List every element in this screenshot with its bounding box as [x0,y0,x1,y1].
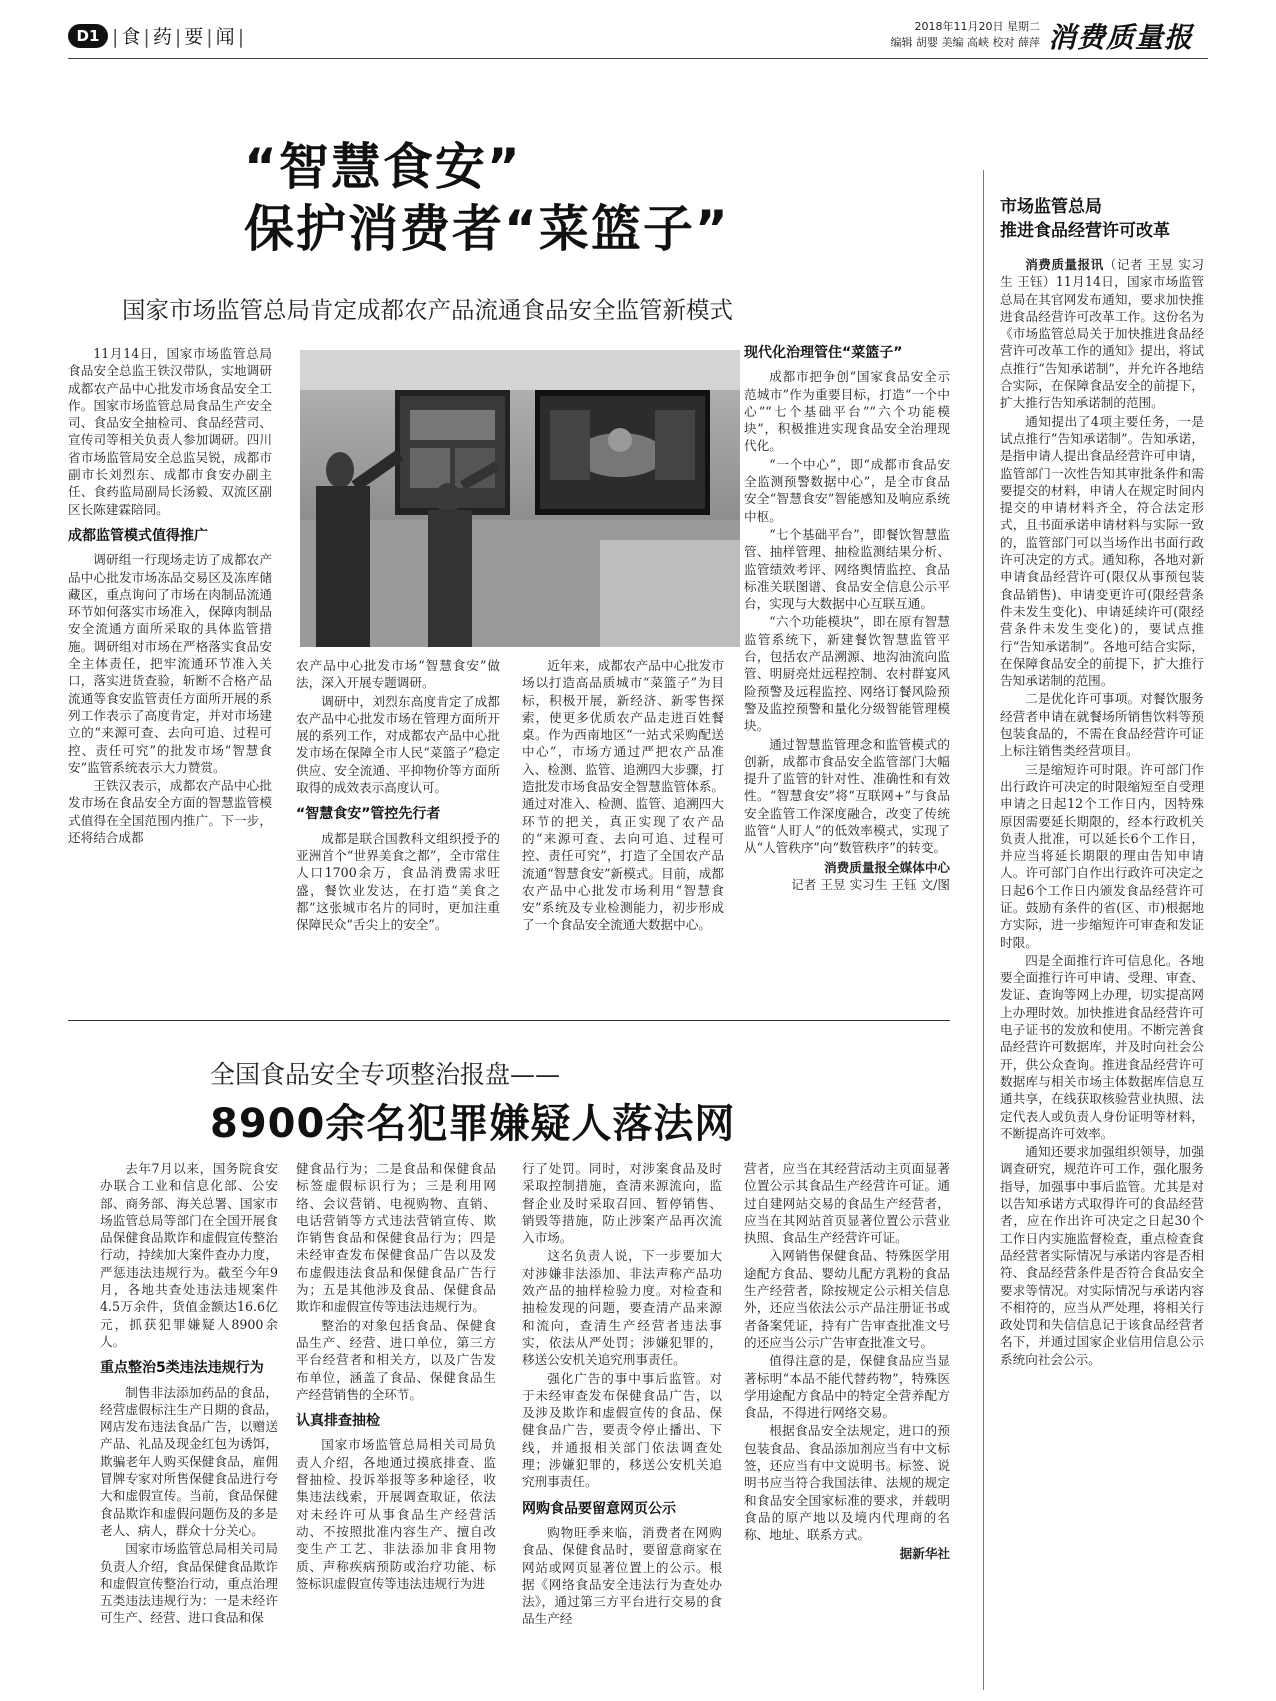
paragraph: 农产品中心批发市场“智慧食安”做法，深入开展专题调研。 [296,658,500,691]
sidebar-article [1000,256,1204,1369]
subheading: 网购食品要留意网页公示 [522,1500,676,1517]
paragraph: 健食品行为；二是食品和保健食品标签虚假标识行为；三是利用网络、会议营销、电视购物、直销、电话营销等方式违法营销宣传、欺诈销售食品和保健食品行为；四是未经审查发布保健食品广告以及发布虚假违法食品和保健食品广告行为；五是其他涉及食品、保健食品欺诈和虚假宣传等违法违规行为。 [296,1161,496,1315]
byline-reporters: 记者 王昱 实习生 王钰 文/图 [791,876,950,892]
subheading: 成都监管模式值得推广 [68,527,208,544]
paragraph: 制售非法添加药品的食品，经营虚假标注生产日期的食品，网店发布违法食品广告，以赠送产品、礼品及现金红包为诱饵，欺骗老年人购买保健食品，雇佣冒牌专家对所售保健食品进行夸大和虚假宣传。当前，食品保健食品欺诈和虚假问题伤及的多是老人、病人，群众十分关心。 [100,1384,278,1538]
editor-credits: 编辑 胡婴 美编 高峡 校对 薛萍 [890,36,1040,49]
issue-date: 2018年11月20日 星期二 [914,20,1040,33]
section-char: 闻 [215,26,238,48]
paragraph: 11月14日，国家市场监管总局食品安全总监王铁汉带队，实地调研成都农产品中心批发市场食品安全工作。国家市场监管总局食品生产安全司、食品安全抽检司、食品经营司、宣传司等相关负责人参加调研。四川省市场监管局安全总监吴锐，成都市副市长刘烈东、成都市食安办副主任、食药监局副局长汤毅、双流区副区长陈建霖陪同。 [68,346,272,517]
subheading: 认真排查抽检 [296,1413,380,1430]
paragraph: 成都市把争创“国家食品安全示范城市”作为重要目标，打造“一个中心”“七个基础平台”“六个功能模块”，积极推进实现食品安全治理现代化。 [744,369,950,454]
paragraph: 根据食品安全法规定，进口的预包装食品、食品添加剂应当有中文标签，还应当有中文说明书。标签、说明书应当符合我国法律、法规的规定和食品安全国家标准的要求，并载明食品的原产地以及境内代理商的名称、地址、联系方式。 [744,1423,950,1543]
main-article-col-2 [296,657,500,934]
byline: （记者 王昱 实习生 王钰） [1000,257,1205,290]
paragraph: 通过智慧监管理念和监管模式的创新，成都市食品安全监管部门大幅提升了监管的针对性、准确性和有效性。“智慧食安”将“互联网+”与食品安全监管工作深度融合，改变了传统监管“人盯人”的低效率模式，实现了从“人管秩序”向“数管秩序”的转变。 [744,736,950,856]
paragraph: 王铁汉表示，成都农产品中心批发市场在食品安全方面的智慧监管模式值得在全国范围内推广。下一步，还将结合成都 [68,778,272,846]
paragraph: “六个功能模块”，即在原有智慧监管系统下，新建餐饮智慧监管平台，包括农产品溯源、地沟油流向监管、明厨亮灶远程控制、农村群宴风险预警及远程监控、网络订餐风险预警及监控预警和量化分级智能管理模块。 [744,614,950,734]
paragraph: 营者，应当在其经营活动主页面显著位置公示其食品生产经营许可证。通过自建网站交易的食品生产经营者，应当在其网站首页显著位置公示营业执照、食品生产经营许可证。 [744,1161,950,1246]
second-kicker: 全国食品安全专项整治报盘—— [210,1060,561,1089]
sidebar-divider [983,170,984,1690]
header-rule [68,58,1208,59]
paragraph: 去年7月以来，国务院食安办联合工业和信息化部、公安部、商务部、海关总署、国家市场监管总局等部门在全国开展食品保健食品欺诈和虚假宣传整治行动，持续加大案件查办力度，严惩违法违规行为。截至今年9月，各地共查处违法违规案件4.5万余件，货值金额达16.6亿元，抓获犯罪嫌疑人8900余人。 [100,1161,278,1349]
byline-org: 消费质量报全媒体中心 [824,859,950,875]
paragraph: 四是全面推行许可信息化。各地要全面推行许可申请、受理、审查、发证、查询等网上办理，切实提高网上办理时效。加快推进食品经营许可电子证书的发放和使用。不断完善食品经营许可数据库，并及时向社会公开，供公众查询。推进食品经营许可数据库与相关市场主体数据库信息互通共享，在线获取核验营业执照、法定代表人或负责人身份证明等材料，不断提高许可效率。 [1000,952,1204,1141]
second-headline: 8900余名犯罪嫌疑人落法网 [210,1101,736,1147]
section-divider [68,1020,950,1021]
main-article-col-1 [68,345,272,847]
paragraph: 这名负责人说，下一步要加大对涉嫌非法添加、非法声称产品功效产品的抽样检验力度。对检查和抽检发现的问题，要查清产品来源和流向，查清生产经营者违法事实，依法从严处罚；涉嫌犯罪的，移送公安机关追究刑事责任。 [522,1248,722,1368]
paragraph: 强化广告的事中事后监管。对于未经审查发布保健食品广告，以及涉及欺诈和虚假宣传的食品、保健食品广告，要责令停止播出、下线，并通报相关部门依法调查处理；涉嫌犯罪的，移送公安机关追究刑事责任。 [522,1370,722,1490]
paragraph: 三是缩短许可时限。许可部门作出行政许可决定的时限缩短至自受理申请之日起12个工作日内，因特殊原因需要延长期限的，经本行政机关负责人批准，可以延长6个工作日，并应当将延长期限的理由告知申请人。许可部门自作出行政许可决定之日起6个工作日内颁发食品经营许可证。鼓励有条件的省(区、市)根据地方实际，进一步缩短许可审查和发证时限。 [1000,761,1204,950]
paragraph: 成都是联合国教科文组织授予的亚洲首个“世界美食之都”，全市常住人口1700余万，食品消费需求旺盛，餐饮业发达，在打造“美食之都”这张城市名片的同时，更加注重保障民众“舌尖上的安全”。 [296,830,500,933]
sidebar-title-line-1: 市场监管总局 [1000,197,1102,217]
main-article-col-3 [522,657,724,935]
paragraph: 入网销售保健食品、特殊医学用途配方食品、婴幼儿配方乳粉的食品生产经营者，除按规定公示相关信息外，还应当依法公示产品注册证书或者备案凭证，持有广告审查批准文号的还应当公示广告审查批准文号。 [744,1248,950,1350]
section-char: 食 [121,26,144,48]
paragraph: 国家市场监管总局相关司局负责人介绍，各地通过摸底排查、监督抽检、投诉举报等多种途径，收集违法线索，开展调查取证，依法对未经许可从事食品生产经营活动、不按照批准内容生产、擅自改变生产工艺、非法添加非食用物质、声称疾病预防或治疗功能、标签标识虚假宣传等违法违规行为进 [296,1437,496,1591]
paragraph: “一个中心”，即“成都市食品安全监测预警数据中心”，是全市食品安全“智慧食安”智能感知及响应系统中枢。 [744,456,950,524]
paragraph: 整治的对象包括食品、保健食品生产、经营、进口单位，第三方平台经营者和相关方，以及广告发布单位，涵盖了食品、保健食品生产经营销售的全环节。 [296,1317,496,1402]
page-number: D1 [76,27,100,45]
section-char: 药 [152,26,175,48]
sidebar-title-line-2: 推进食品经营许可改革 [1000,221,1170,241]
headline-line-2: 保护消费者“菜篮子” [244,200,730,258]
paragraph: 行了处罚。同时，对涉案食品及时采取控制措施，查清来源流向，监督企业及时采取召回、暂停销售、销毁等措施，防止涉案产品再次流入市场。 [522,1161,722,1246]
source-credit: 据新华社 [899,1545,950,1561]
paragraph: 国家市场监管总局相关司局负责人介绍，食品保健食品欺诈和虚假宣传整治行动，重点治理五类违法违规行为：一是未经许可生产、经营、进口食品和保 [100,1541,278,1626]
paragraph: 通知提出了4项主要任务，一是试点推行“告知承诺制”。告知承诺，是指申请人提出食品经营许可申请，监管部门一次性告知其审批条件和需要提交的材料，申请人在规定时间内提交的申请材料齐全，符合法定形式，且书面承诺申请材料与实际一致的，监管部门可以当场作出书面行政许可决定的方式。通知称，各地对新申请食品经营许可(限仅从事预包装食品销售)、申请变更许可(限经营条件未发生变化)、申请延续许可(限经营条件未发生变化)的，要试点推行“告知承诺制”。各地可结合实际，在保障食品安全的前提下，扩大推行告知承诺制的范围。 [1000,413,1204,689]
paragraph: 调研中，刘烈东高度肯定了成都农产品中心批发市场在管理方面所开展的系列工作，对成都农产品中心批发市场在保障全市人民“菜篮子”稳定供应、安全流通、平抑物价等方面所取得的成效表示高度认可。 [296,693,500,796]
section-char: 要 [184,26,207,48]
subheading: 重点整治5类违法违规行为 [100,1360,264,1377]
dateline-label: 消费质量报讯 [1025,257,1104,272]
paragraph [1000,256,1204,412]
masthead-logo: 消费质量报 [1048,21,1194,54]
paragraph: “七个基础平台”，即餐饮智慧监管、抽样管理、抽检监测结果分析、监管绩效考评、网络舆情监控、食品标准关联图谱、食品安全信息公示平台，实现与大数据中心互联互通。 [744,526,950,612]
paragraph: 购物旺季来临，消费者在网购食品、保健食品时，要留意商家在网站或网页显著位置上的公示。根据《网络食品安全违法行为查处办法》，通过第三方平台进行交易的食品生产经 [522,1524,722,1627]
article-photo [300,350,740,647]
second-article-col-2 [296,1160,496,1593]
paragraph: 通知还要求加强组织领导，加强调查研究，规范许可工作，强化服务指导，加强事中事后监管。尤其是对以告知承诺方式取得许可的食品经营者，应在作出许可决定之日起30个工作日内实施监督检查，重点检查食品经营者实际情况与承诺内容是否相符、食品经营条件是否符合食品安全要求等情况。对实际情况与承诺内容不相符的，应当从严处理，将相关行政处罚和失信信息记于该食品经营者名下，并通过国家企业信用信息公示系统向社会公示。 [1000,1144,1204,1367]
page-number-badge [68,24,108,48]
subheading: 现代化治理管住“菜篮子” [744,345,903,361]
paragraph: 值得注意的是，保健食品应当显著标明“本品不能代替药物”，特殊医学用途配方食品中的特定全营养配方食品，不得进行网络交易。 [744,1353,950,1421]
paragraph: 调研组一行现场走访了成都农产品中心批发市场冻品交易区及冻库储藏区，重点询问了市场在肉制品流通环节如何落实市场准入，保障肉制品安全流通方面所采取的具体监管措施。调研组对市场在严格落实食品安全主体责任，把牢流通环节准入关口，落实进货查验，斩断不合格产品流通等食安监管责任方面所开展的系列工作表示了高度肯定，并对市场建立的“来源可查、去向可追、过程可控、责任可究”的批发市场“智慧食安”监管系统表示大力赞赏。 [68,552,272,775]
section-name: |食|药|要|闻| [112,26,248,48]
second-article-col-3 [522,1160,722,1629]
second-article-col-4 [744,1160,950,1562]
headline-subtitle: 国家市场监管总局肯定成都农产品流通食品安全监管新模式 [122,296,733,324]
photo-exhibition-screens [300,350,740,647]
paragraph: 二是优化许可事项。对餐饮服务经营者申请在就餐场所销售饮料等预包装食品的，不需在食品经营许可证上标注销售类经营项目。 [1000,691,1204,759]
headline-line-1: “智慧食安” [244,138,522,196]
subheading: “智慧食安”管控先行者 [296,806,441,823]
paragraph-text: 11月14日，国家市场监管总局在其官网发布通知，要求加快推进食品经营许可改革工作。这份名为《市场监管总局关于加快推进食品经营许可改革工作的通知》提出，将试点推行“告知承诺制”，并允许各地结合实际，在保障食品安全的前提下，扩大推行告知承诺制的范围。 [1000,274,1204,411]
main-article-col-4 [744,345,950,893]
second-article-col-1 [100,1160,278,1628]
paragraph: 近年来，成都农产品中心批发市场以打造高品质城市“菜篮子”为目标，积极开展，新经济、新零售探索，使更多优质农产品走进百姓餐桌。作为西南地区“一站式采购配送中心”，市场方通过严把农产品准入、检测、监管、追溯四大步骤，打造批发市场食品安全智慧监管体系。通过对准入、检测、监管、追溯四大环节的把关，真正实现了农产品的“来源可查、去向可追、过程可控、责任可究”，打造了全国农产品流通“智慧食安”新模式。目前，成都农产品中心批发市场利用“智慧食安”系统及专业检测能力，初步形成了一个食品安全流通大数据中心。 [522,658,724,933]
